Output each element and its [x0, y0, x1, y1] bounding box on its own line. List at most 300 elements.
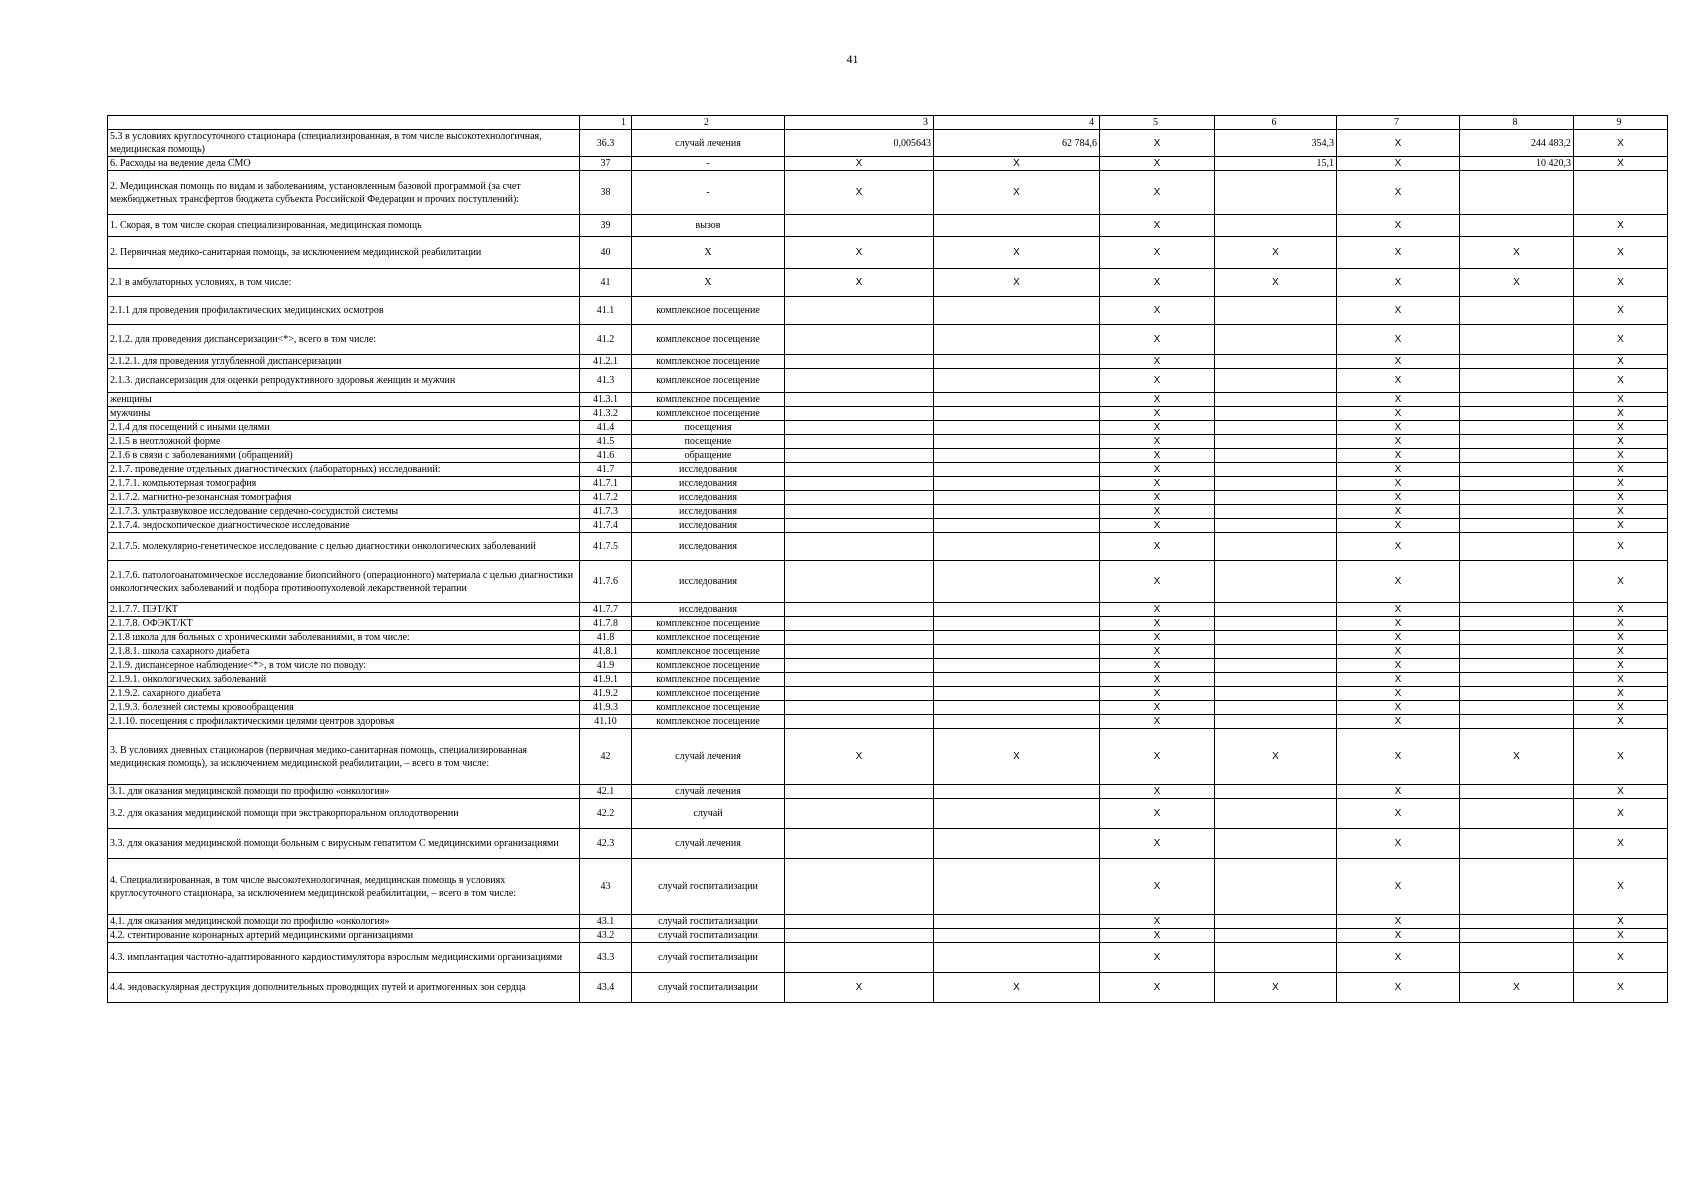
row-code-cell: 41.5 — [580, 435, 632, 449]
col6-cell — [1215, 505, 1337, 519]
col8-cell — [1460, 519, 1574, 533]
col5-cell: X — [1100, 715, 1215, 729]
col5-cell: X — [1100, 130, 1215, 157]
col7-cell: X — [1337, 325, 1460, 355]
row-code-cell: 41.9.2 — [580, 687, 632, 701]
col9-cell: X — [1574, 729, 1668, 785]
col8-cell — [1460, 449, 1574, 463]
col8-cell — [1460, 393, 1574, 407]
col4-cell — [934, 325, 1100, 355]
col5-cell: X — [1100, 449, 1215, 463]
row-name-cell: 2.1.5 в неотложной форме — [108, 435, 580, 449]
col9-cell: X — [1574, 157, 1668, 171]
col3-cell — [785, 829, 934, 859]
col4-cell — [934, 929, 1100, 943]
row-unit-cell: исследования — [632, 477, 785, 491]
row-name-cell: 2.1.7.4. эндоскопическое диагностическое исследование — [108, 519, 580, 533]
col8-cell: X — [1460, 973, 1574, 1003]
col3-cell — [785, 859, 934, 915]
col9-cell: X — [1574, 477, 1668, 491]
col6-cell: X — [1215, 237, 1337, 269]
table-row — [108, 943, 1668, 973]
row-name-cell: 4.4. эндоваскулярная деструкция дополнительных проводящих путей и аритмогенных зон сердца — [108, 973, 580, 1003]
col9-cell: X — [1574, 645, 1668, 659]
row-name-cell: 3.1. для оказания медицинской помощи по профилю «онкология» — [108, 785, 580, 799]
header-cell: 1 — [580, 116, 632, 130]
col9-cell: X — [1574, 237, 1668, 269]
row-name-cell: 2.1 в амбулаторных условиях, в том числе: — [108, 269, 580, 297]
row-unit-cell: комплексное посещение — [632, 407, 785, 421]
row-unit-cell: комплексное посещение — [632, 687, 785, 701]
col4-cell — [934, 215, 1100, 237]
row-unit-cell: комплексное посещение — [632, 659, 785, 673]
row-unit-cell: комплексное посещение — [632, 325, 785, 355]
table-row — [108, 505, 1668, 519]
row-name-cell: 2.1.9.1. онкологических заболеваний — [108, 673, 580, 687]
col6-cell — [1215, 491, 1337, 505]
row-unit-cell: вызов — [632, 215, 785, 237]
header-cell: 6 — [1215, 116, 1337, 130]
col7-cell: X — [1337, 715, 1460, 729]
row-code-cell: 37 — [580, 157, 632, 171]
col5-cell: X — [1100, 477, 1215, 491]
row-unit-cell: исследования — [632, 561, 785, 603]
col4-cell — [934, 477, 1100, 491]
col8-cell — [1460, 325, 1574, 355]
col4-cell — [934, 533, 1100, 561]
row-name-cell: 2.1.4 для посещений с иными целями — [108, 421, 580, 435]
col5-cell: X — [1100, 435, 1215, 449]
table-row — [108, 477, 1668, 491]
col8-cell: X — [1460, 269, 1574, 297]
col5-cell: X — [1100, 929, 1215, 943]
col9-cell: X — [1574, 393, 1668, 407]
row-unit-cell: случай лечения — [632, 785, 785, 799]
row-unit-cell: посещения — [632, 421, 785, 435]
col4-cell — [934, 715, 1100, 729]
row-name-cell: 2.1.9.3. болезней системы кровообращения — [108, 701, 580, 715]
col7-cell: X — [1337, 701, 1460, 715]
col7-cell: X — [1337, 673, 1460, 687]
row-code-cell: 41.2 — [580, 325, 632, 355]
col9-cell: X — [1574, 369, 1668, 393]
col9-cell: X — [1574, 215, 1668, 237]
table-row — [108, 785, 1668, 799]
header-cell — [108, 116, 580, 130]
col7-cell: X — [1337, 505, 1460, 519]
col8-cell: X — [1460, 237, 1574, 269]
col9-cell: X — [1574, 859, 1668, 915]
col3-cell — [785, 297, 934, 325]
col5-cell: X — [1100, 533, 1215, 561]
col6-cell — [1215, 701, 1337, 715]
col8-cell — [1460, 171, 1574, 215]
row-name-cell: 2.1.7. проведение отдельных диагностических (лабораторных) исследований: — [108, 463, 580, 477]
row-code-cell: 41 — [580, 269, 632, 297]
col5-cell: X — [1100, 237, 1215, 269]
col5-cell: X — [1100, 859, 1215, 915]
table-row — [108, 729, 1668, 785]
col7-cell: X — [1337, 561, 1460, 603]
header-cell: 3 — [785, 116, 934, 130]
col9-cell: X — [1574, 673, 1668, 687]
page-number: 41 — [846, 52, 859, 66]
row-name-cell: 2. Первичная медико-санитарная помощь, за исключением медицинской реабилитации — [108, 237, 580, 269]
col4-cell — [934, 631, 1100, 645]
table-row — [108, 449, 1668, 463]
row-name-cell: 2.1.8 школа для больных с хроническими заболеваниями, в том числе: — [108, 631, 580, 645]
col6-cell — [1215, 449, 1337, 463]
col6-cell: X — [1215, 973, 1337, 1003]
row-code-cell: 43.2 — [580, 929, 632, 943]
col4-cell — [934, 659, 1100, 673]
col3-cell — [785, 519, 934, 533]
row-unit-cell: исследования — [632, 505, 785, 519]
row-name-cell: 2.1.7.1. компьютерная томография — [108, 477, 580, 491]
table-row — [108, 631, 1668, 645]
row-code-cell: 43.1 — [580, 915, 632, 929]
col4-cell — [934, 561, 1100, 603]
col6-cell — [1215, 929, 1337, 943]
row-name-cell: 2.1.7.5. молекулярно-генетическое исследование с целью диагностики онкологических заболеваний — [108, 533, 580, 561]
col6-cell — [1215, 171, 1337, 215]
col9-cell: X — [1574, 799, 1668, 829]
col8-cell — [1460, 631, 1574, 645]
row-code-cell: 42 — [580, 729, 632, 785]
row-unit-cell: исследования — [632, 491, 785, 505]
col7-cell: X — [1337, 463, 1460, 477]
table-row — [108, 603, 1668, 617]
col3-cell — [785, 631, 934, 645]
row-code-cell: 42.1 — [580, 785, 632, 799]
table-row — [108, 355, 1668, 369]
col7-cell: X — [1337, 645, 1460, 659]
col9-cell: X — [1574, 130, 1668, 157]
col9-cell — [1574, 171, 1668, 215]
col8-cell — [1460, 915, 1574, 929]
col5-cell: X — [1100, 171, 1215, 215]
col8-cell — [1460, 785, 1574, 799]
row-name-cell: 2.1.7.3. ультразвуковое исследование сердечно-сосудистой системы — [108, 505, 580, 519]
col7-cell: X — [1337, 355, 1460, 369]
col5-cell: X — [1100, 829, 1215, 859]
row-name-cell: 2.1.9.2. сахарного диабета — [108, 687, 580, 701]
col5-cell: X — [1100, 799, 1215, 829]
col4-cell: X — [934, 171, 1100, 215]
col4-cell — [934, 701, 1100, 715]
col7-cell: X — [1337, 393, 1460, 407]
col3-cell — [785, 915, 934, 929]
col5-cell: X — [1100, 505, 1215, 519]
col8-cell — [1460, 477, 1574, 491]
row-code-cell: 39 — [580, 215, 632, 237]
col4-cell — [934, 673, 1100, 687]
row-code-cell: 41.2.1 — [580, 355, 632, 369]
col7-cell: X — [1337, 687, 1460, 701]
col9-cell: X — [1574, 463, 1668, 477]
col4-cell — [934, 915, 1100, 929]
col3-cell — [785, 491, 934, 505]
row-code-cell: 41.3.1 — [580, 393, 632, 407]
row-code-cell: 41.3.2 — [580, 407, 632, 421]
col4-cell — [934, 799, 1100, 829]
col3-cell: X — [785, 171, 934, 215]
col4-cell — [934, 617, 1100, 631]
table-row — [108, 215, 1668, 237]
row-unit-cell: исследования — [632, 463, 785, 477]
col9-cell: X — [1574, 617, 1668, 631]
row-code-cell: 41.4 — [580, 421, 632, 435]
table-row — [108, 915, 1668, 929]
col8-cell — [1460, 929, 1574, 943]
table-row — [108, 407, 1668, 421]
col8-cell — [1460, 645, 1574, 659]
col3-cell: X — [785, 237, 934, 269]
row-unit-cell: случай лечения — [632, 829, 785, 859]
col4-cell — [934, 369, 1100, 393]
col3-cell — [785, 943, 934, 973]
row-name-cell: 2.1.1 для проведения профилактических медицинских осмотров — [108, 297, 580, 325]
col7-cell: X — [1337, 943, 1460, 973]
col6-cell: X — [1215, 729, 1337, 785]
col9-cell: X — [1574, 519, 1668, 533]
header-cell: 5 — [1100, 116, 1215, 130]
col7-cell: X — [1337, 829, 1460, 859]
col3-cell — [785, 673, 934, 687]
col6-cell: X — [1215, 269, 1337, 297]
col8-cell — [1460, 421, 1574, 435]
col3-cell — [785, 369, 934, 393]
col3-cell — [785, 393, 934, 407]
col4-cell — [934, 491, 1100, 505]
row-code-cell: 41.7.3 — [580, 505, 632, 519]
col3-cell: X — [785, 729, 934, 785]
col9-cell: X — [1574, 325, 1668, 355]
row-code-cell: 41.9 — [580, 659, 632, 673]
col9-cell: X — [1574, 631, 1668, 645]
row-name-cell: 2.1.2.1. для проведения углубленной диспансеризации — [108, 355, 580, 369]
row-unit-cell: комплексное посещение — [632, 631, 785, 645]
col6-cell — [1215, 715, 1337, 729]
col9-cell: X — [1574, 297, 1668, 325]
col3-cell — [785, 617, 934, 631]
col4-cell: X — [934, 973, 1100, 1003]
col6-cell — [1215, 659, 1337, 673]
col5-cell: X — [1100, 157, 1215, 171]
col3-cell: X — [785, 973, 934, 1003]
col9-cell: X — [1574, 603, 1668, 617]
col5-cell: X — [1100, 421, 1215, 435]
col6-cell — [1215, 617, 1337, 631]
col3-cell — [785, 463, 934, 477]
col8-cell — [1460, 799, 1574, 829]
col9-cell: X — [1574, 435, 1668, 449]
col5-cell: X — [1100, 729, 1215, 785]
col3-cell — [785, 561, 934, 603]
col8-cell — [1460, 829, 1574, 859]
col7-cell: X — [1337, 973, 1460, 1003]
col5-cell: X — [1100, 407, 1215, 421]
col5-cell: X — [1100, 561, 1215, 603]
row-name-cell: 3.2. для оказания медицинской помощи при экстракорпоральном оплодотворении — [108, 799, 580, 829]
header-cell: 2 — [632, 116, 785, 130]
col9-cell: X — [1574, 973, 1668, 1003]
col9-cell: X — [1574, 915, 1668, 929]
col3-cell — [785, 533, 934, 561]
col3-cell — [785, 645, 934, 659]
row-unit-cell: - — [632, 171, 785, 215]
col8-cell — [1460, 533, 1574, 561]
row-unit-cell: обращение — [632, 449, 785, 463]
col6-cell: 354,3 — [1215, 130, 1337, 157]
table-row — [108, 929, 1668, 943]
col8-cell — [1460, 407, 1574, 421]
row-code-cell: 41.7.1 — [580, 477, 632, 491]
col3-cell — [785, 659, 934, 673]
table-row — [108, 973, 1668, 1003]
col5-cell: X — [1100, 617, 1215, 631]
table-row — [108, 519, 1668, 533]
col6-cell — [1215, 943, 1337, 973]
col7-cell: X — [1337, 915, 1460, 929]
row-unit-cell: исследования — [632, 519, 785, 533]
row-unit-cell: комплексное посещение — [632, 673, 785, 687]
row-code-cell: 42.2 — [580, 799, 632, 829]
col9-cell: X — [1574, 659, 1668, 673]
col7-cell: X — [1337, 421, 1460, 435]
row-code-cell: 41.3 — [580, 369, 632, 393]
col6-cell — [1215, 297, 1337, 325]
table-row — [108, 859, 1668, 915]
col8-cell — [1460, 435, 1574, 449]
col9-cell: X — [1574, 491, 1668, 505]
col6-cell — [1215, 799, 1337, 829]
row-code-cell: 41.6 — [580, 449, 632, 463]
table-row — [108, 325, 1668, 355]
col7-cell: X — [1337, 929, 1460, 943]
col8-cell — [1460, 617, 1574, 631]
header-cell: 4 — [934, 116, 1100, 130]
row-unit-cell: исследования — [632, 533, 785, 561]
table-row — [108, 673, 1668, 687]
row-name-cell: 2.1.10. посещения с профилактическими целями центров здоровья — [108, 715, 580, 729]
row-unit-cell: X — [632, 237, 785, 269]
col9-cell: X — [1574, 269, 1668, 297]
col6-cell — [1215, 915, 1337, 929]
row-unit-cell: комплексное посещение — [632, 297, 785, 325]
col3-cell: X — [785, 269, 934, 297]
col8-cell — [1460, 561, 1574, 603]
row-code-cell: 40 — [580, 237, 632, 269]
col3-cell — [785, 785, 934, 799]
col9-cell: X — [1574, 533, 1668, 561]
col6-cell — [1215, 859, 1337, 915]
col7-cell: X — [1337, 785, 1460, 799]
table-row — [108, 435, 1668, 449]
col6-cell — [1215, 673, 1337, 687]
table-row — [108, 237, 1668, 269]
row-unit-cell: комплексное посещение — [632, 715, 785, 729]
table-row — [108, 157, 1668, 171]
col8-cell — [1460, 369, 1574, 393]
col3-cell — [785, 687, 934, 701]
col5-cell: X — [1100, 659, 1215, 673]
col4-cell — [934, 829, 1100, 859]
col6-cell — [1215, 785, 1337, 799]
col7-cell: X — [1337, 603, 1460, 617]
row-name-cell: 1. Скорая, в том числе скорая специализированная, медицинская помощь — [108, 215, 580, 237]
table-row — [108, 645, 1668, 659]
col5-cell: X — [1100, 325, 1215, 355]
col8-cell — [1460, 215, 1574, 237]
table-row — [108, 130, 1668, 157]
row-unit-cell: случай — [632, 799, 785, 829]
row-unit-cell: случай лечения — [632, 729, 785, 785]
col9-cell: X — [1574, 785, 1668, 799]
col5-cell: X — [1100, 269, 1215, 297]
row-unit-cell: случай лечения — [632, 130, 785, 157]
col8-cell — [1460, 859, 1574, 915]
row-name-cell: 2.1.7.7. ПЭТ/КТ — [108, 603, 580, 617]
row-name-cell: 4.1. для оказания медицинской помощи по профилю «онкология» — [108, 915, 580, 929]
row-unit-cell: комплексное посещение — [632, 645, 785, 659]
col6-cell — [1215, 561, 1337, 603]
col6-cell — [1215, 355, 1337, 369]
col5-cell: X — [1100, 519, 1215, 533]
col3-cell — [785, 477, 934, 491]
col7-cell: X — [1337, 533, 1460, 561]
row-unit-cell: - — [632, 157, 785, 171]
col4-cell — [934, 407, 1100, 421]
row-code-cell: 41.7.4 — [580, 519, 632, 533]
table-row — [108, 533, 1668, 561]
col5-cell: X — [1100, 463, 1215, 477]
row-unit-cell: комплексное посещение — [632, 355, 785, 369]
col6-cell — [1215, 519, 1337, 533]
row-code-cell: 41.1 — [580, 297, 632, 325]
row-name-cell: 6. Расходы на ведение дела СМО — [108, 157, 580, 171]
col4-cell — [934, 435, 1100, 449]
col9-cell: X — [1574, 561, 1668, 603]
col4-cell — [934, 297, 1100, 325]
row-name-cell: 2. Медицинская помощь по видам и заболеваниям, установленным базовой программой (за счет межбюджетных трансфертов бюджета субъекта Российской Федерации и прочих поступлений): — [108, 171, 580, 215]
col6-cell — [1215, 393, 1337, 407]
col7-cell: X — [1337, 617, 1460, 631]
col7-cell: X — [1337, 269, 1460, 297]
col5-cell: X — [1100, 785, 1215, 799]
row-unit-cell: случай госпитализации — [632, 943, 785, 973]
row-code-cell: 41.7.6 — [580, 561, 632, 603]
table-row — [108, 701, 1668, 715]
row-unit-cell: случай госпитализации — [632, 859, 785, 915]
col8-cell — [1460, 673, 1574, 687]
row-name-cell: мужчины — [108, 407, 580, 421]
col7-cell: X — [1337, 407, 1460, 421]
row-name-cell: 2.1.7.2. магнитно-резонансная томография — [108, 491, 580, 505]
row-unit-cell: X — [632, 269, 785, 297]
row-code-cell: 41.7.7 — [580, 603, 632, 617]
col4-cell — [934, 603, 1100, 617]
col8-cell: 244 483,2 — [1460, 130, 1574, 157]
col5-cell: X — [1100, 215, 1215, 237]
row-name-cell: 4.2. стентирование коронарных артерий медицинскими организациями — [108, 929, 580, 943]
table-row — [108, 491, 1668, 505]
col8-cell — [1460, 603, 1574, 617]
row-code-cell: 41.8.1 — [580, 645, 632, 659]
col8-cell — [1460, 715, 1574, 729]
col4-cell: X — [934, 157, 1100, 171]
table-row — [108, 393, 1668, 407]
